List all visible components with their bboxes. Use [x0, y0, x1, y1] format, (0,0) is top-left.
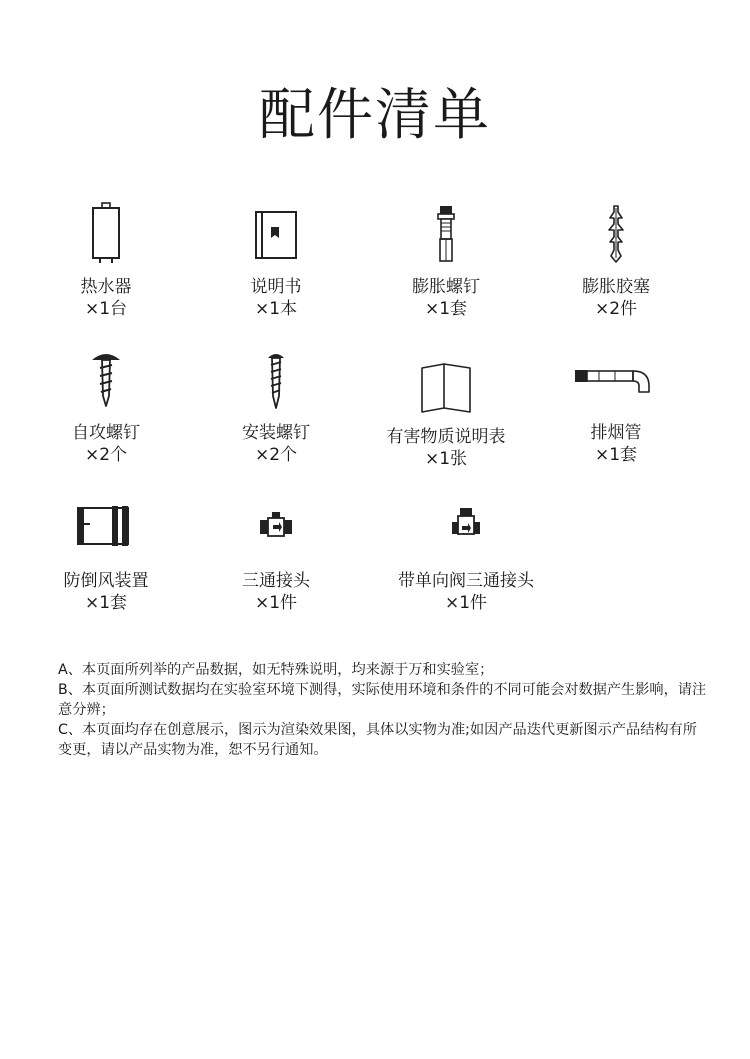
folded-sheet-icon: [416, 350, 476, 420]
list-item: [526, 346, 706, 466]
item-quantity: ×1件: [444, 593, 488, 613]
list-item: [16, 494, 196, 614]
note-line: A、本页面所列举的产品数据，如无特殊说明，均来源于万和实验室；: [58, 662, 494, 678]
item-quantity: ×1台: [84, 299, 128, 319]
exhaust-pipe-icon: [571, 346, 661, 416]
list-item: [186, 200, 366, 320]
item-name: 安装螺钉: [242, 423, 310, 443]
item-quantity: ×1件: [254, 593, 298, 613]
item-quantity: ×2个: [254, 445, 298, 465]
list-item: [186, 494, 366, 614]
item-name: 膨胀胶塞: [582, 277, 650, 297]
list-item: [16, 200, 196, 320]
item-name: 三通接头: [242, 571, 310, 591]
item-quantity: ×1本: [254, 299, 298, 319]
check-valve-tee-icon: [436, 494, 496, 564]
item-quantity: ×1套: [424, 299, 468, 319]
item-name: 带单向阀三通接头: [398, 571, 534, 591]
list-item: [356, 200, 536, 320]
mounting-screw-icon: [246, 346, 306, 416]
item-quantity: ×1套: [594, 445, 638, 465]
list-item: [356, 350, 536, 470]
disclaimer-notes: [58, 660, 708, 760]
item-name: 热水器: [80, 277, 132, 297]
list-item: [16, 346, 196, 466]
item-name: 排烟管: [590, 423, 642, 443]
item-quantity: ×2个: [84, 445, 128, 465]
item-quantity: ×1张: [424, 449, 468, 469]
page-title: 配件清单: [259, 83, 491, 148]
item-name: 说明书: [250, 277, 302, 297]
note-line: B、本页面所测试数据均在实验室环境下测得，实际使用环境和条件的不同可能会对数据产生影响，请注意分辨；: [58, 682, 707, 718]
note-line: C、本页面均存在创意展示，图示为渲染效果图，具体以实物为准;如因产品迭代更新图示产品结构有所变更，请以产品实物为准，恕不另行通知。: [58, 722, 697, 758]
manual-book-icon: [246, 200, 306, 270]
wall-plug-icon: [586, 200, 646, 270]
list-item: [376, 494, 556, 614]
water-heater-icon: [76, 200, 136, 270]
item-quantity: ×1套: [84, 593, 128, 613]
expansion-bolt-icon: [416, 200, 476, 270]
item-name: 防倒风装置: [63, 571, 149, 591]
backdraft-device-icon: [66, 494, 146, 564]
list-item: [186, 346, 366, 466]
self-tapping-screw-icon: [76, 346, 136, 416]
item-name: 自攻螺钉: [72, 423, 140, 443]
item-name: 有害物质说明表: [386, 427, 506, 447]
list-item: [526, 200, 706, 320]
item-name: 膨胀螺钉: [412, 277, 480, 297]
tee-fitting-icon: [246, 494, 306, 564]
item-quantity: ×2件: [594, 299, 638, 319]
